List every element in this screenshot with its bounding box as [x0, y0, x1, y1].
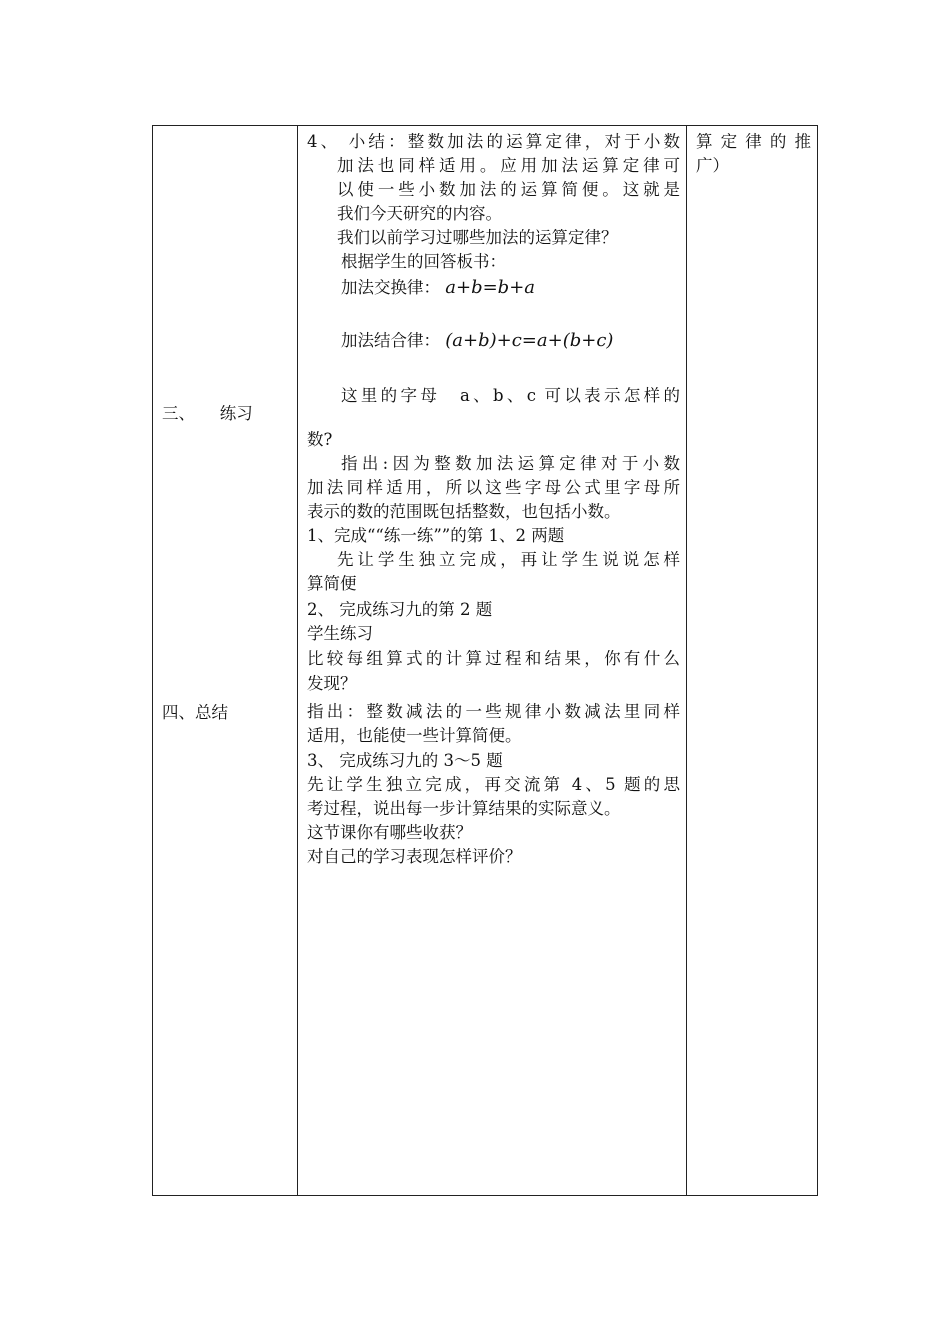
lesson-plan-table [152, 125, 818, 1196]
content-column [298, 126, 687, 1196]
text-line: 这里的字母 a、b、c 可以表示怎样的 [341, 386, 680, 405]
associative-law-line [307, 329, 680, 353]
text-line: 表示的数的范围既包括整数，也包括小数。 [307, 502, 621, 521]
text-line: 适用，也能使一些计算简便。 [307, 726, 522, 745]
notes-column [687, 126, 818, 1196]
text-line: 学生练习 [307, 624, 373, 643]
text-line: 指出:因为整数加法运算定律对于小数 [341, 454, 680, 473]
text-line: 考过程，说出每一步计算结果的实际意义。 [307, 799, 621, 818]
section-practice-label: 三、 练习 [162, 404, 253, 423]
text-line: 加法同样适用，所以这些字母公式里字母所 [307, 478, 680, 497]
commutative-law-label: 加法交换律： [341, 278, 440, 297]
associative-law-formula: (a+b)+c=a+(b+c) [445, 330, 614, 351]
text-line: 我们今天研究的内容。 [337, 204, 502, 223]
text-line: 数? [307, 430, 333, 449]
text-line: 对自己的学习表现怎样评价？ [307, 847, 522, 866]
text-line: 3、 完成练习九的 3～5 题 [307, 751, 503, 770]
section-column [153, 126, 298, 1196]
text-line: 比较每组算式的计算过程和结果，你有什么 [307, 649, 680, 668]
text-line: 指出：整数减法的一些规律小数减法里同样 [307, 702, 680, 721]
text-line: 4、 小结：整数加法的运算定律，对于小数 [307, 132, 680, 151]
table-row [153, 126, 818, 1196]
section-summary-label: 四、总结 [162, 703, 228, 722]
text-line: 这节课你有哪些收获？ [307, 823, 472, 842]
text-line: 以使一些小数加法的运算简便。这就是 [337, 180, 680, 199]
text-line: 我们以前学习过哪些加法的运算定律？ [337, 228, 618, 247]
text-line: 根据学生的回答板书： [341, 252, 506, 271]
text-line: 加法也同样适用。应用加法运算定律可 [337, 156, 680, 175]
commutative-law-formula: a+b=b+a [445, 277, 536, 298]
notes-line: 广） [696, 156, 729, 175]
commutative-law-line [307, 276, 680, 300]
text-line: 算简便 [307, 574, 357, 593]
text-line: 发现？ [307, 674, 357, 693]
text-line: 先让学生独立完成，再让学生说说怎样 [337, 550, 680, 569]
notes-line: 算定律的推 [696, 132, 811, 151]
text-line: 1、完成““练一练””的第 1、2 两题 [307, 526, 565, 545]
text-line: 2、 完成练习九的第 2 题 [307, 600, 493, 619]
associative-law-label: 加法结合律： [341, 331, 440, 350]
text-line: 先让学生独立完成，再交流第 4、5 题的思 [307, 775, 680, 794]
